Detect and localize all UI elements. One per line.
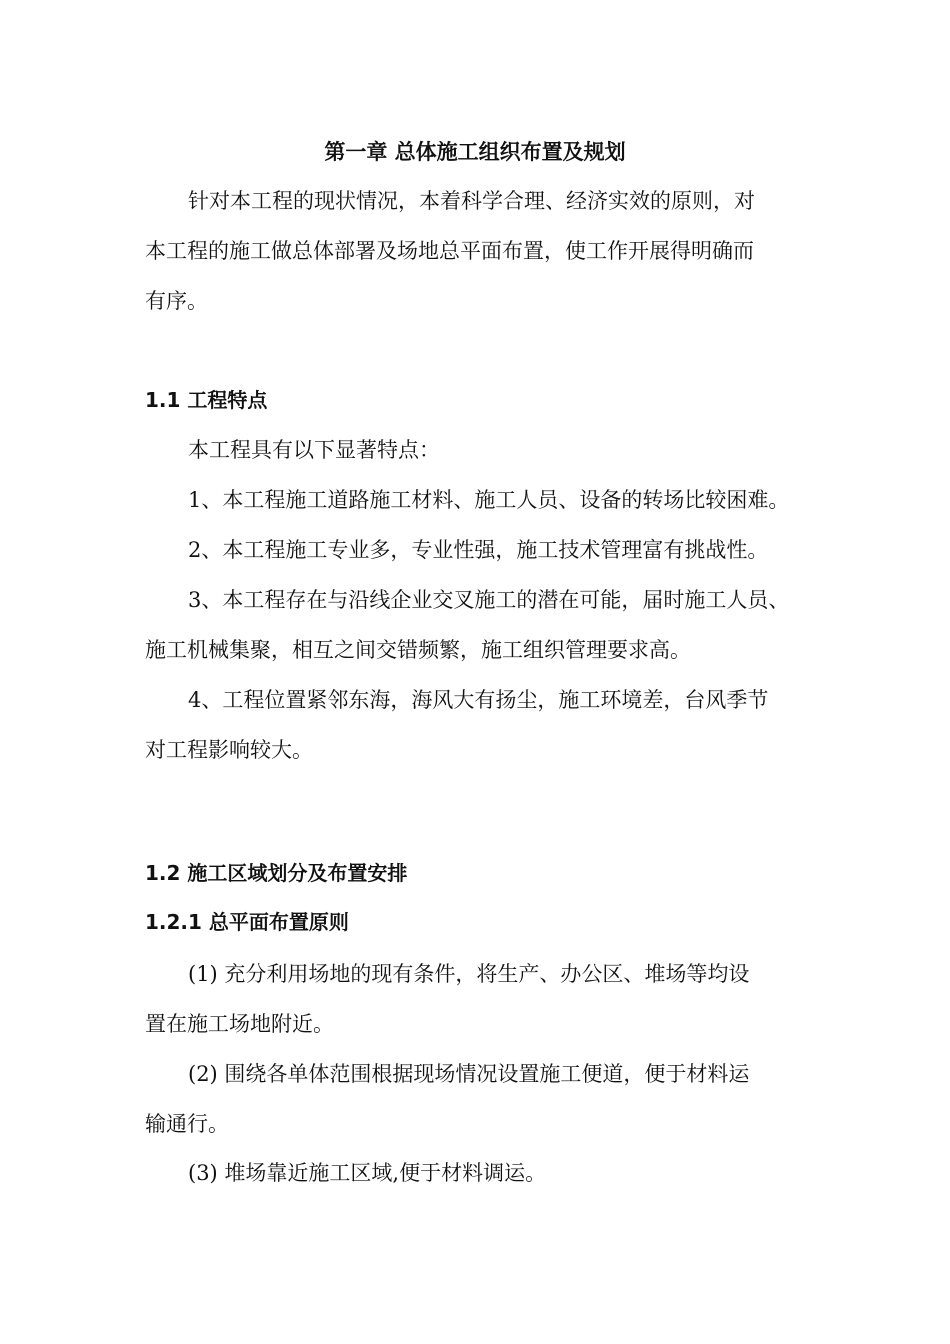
- section-heading-1-2: 1.2 施工区域划分及布置安排: [145, 861, 408, 885]
- feature-item-2: 2、本工程施工专业多，专业性强，施工技术管理富有挑战性。: [188, 538, 769, 562]
- feature-item-3-line-1: 3、本工程存在与沿线企业交叉施工的潜在可能，届时施工人员、: [188, 588, 790, 612]
- intro-line-3: 有序。: [145, 289, 208, 313]
- intro-line-2: 本工程的施工做总体部署及场地总平面布置，使工作开展得明确而: [145, 239, 754, 263]
- principle-item-2-line-1: (2) 围绕各单体范围根据现场情况设置施工便道，便于材料运: [188, 1062, 750, 1086]
- principle-item-1-line-1: (1) 充分利用场地的现有条件，将生产、办公区、堆场等均设: [188, 962, 750, 986]
- feature-item-3-line-2: 施工机械集聚，相互之间交错频繁，施工组织管理要求高。: [145, 638, 691, 662]
- feature-item-1: 1、本工程施工道路施工材料、施工人员、设备的转场比较困难。: [188, 488, 790, 512]
- chapter-title: 第一章 总体施工组织布置及规划: [324, 140, 626, 164]
- features-lead: 本工程具有以下显著特点：: [188, 438, 440, 462]
- principle-item-1-line-2: 置在施工场地附近。: [145, 1012, 334, 1036]
- principle-item-3: (3) 堆场靠近施工区域,便于材料调运。: [188, 1161, 547, 1185]
- feature-item-4-line-1: 4、工程位置紧邻东海，海风大有扬尘，施工环境差，台风季节: [188, 688, 769, 712]
- principle-item-2-line-2: 输通行。: [145, 1112, 229, 1136]
- subsection-heading-1-2-1: 1.2.1 总平面布置原则: [145, 910, 349, 934]
- intro-line-1: 针对本工程的现状情况，本着科学合理、经济实效的原则，对: [188, 189, 755, 213]
- section-heading-1-1: 1.1 工程特点: [145, 388, 268, 412]
- feature-item-4-line-2: 对工程影响较大。: [145, 738, 313, 762]
